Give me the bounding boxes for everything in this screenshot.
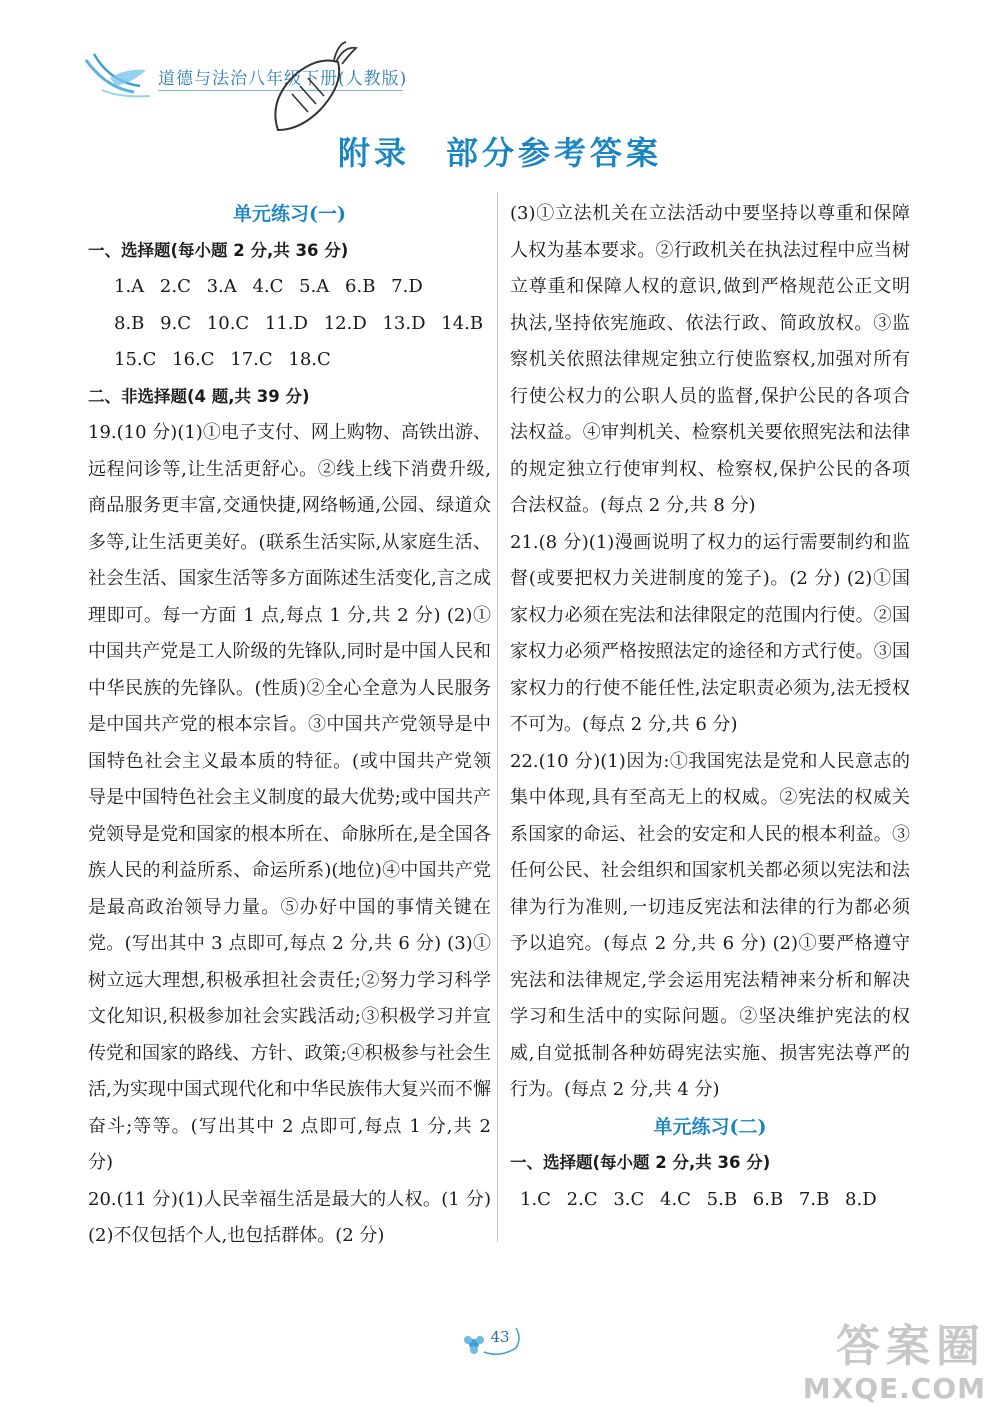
page-number	[460, 1318, 540, 1358]
book-title: 道德与法治八年级下册(人教版)	[158, 69, 408, 89]
section-title: 单元练习(二)	[653, 1115, 767, 1138]
page-title: 附录 部分参考答案	[337, 134, 662, 172]
carrot-doodle-icon	[248, 40, 368, 140]
part-heading: 一、选择题(每小题 2 分,共 36 分)	[510, 1153, 771, 1172]
part-heading: 一、选择题(每小题 2 分,共 36 分)	[88, 240, 349, 260]
left-column	[88, 196, 491, 1255]
watermark-url: MXQE.COM	[802, 1372, 986, 1405]
right-column	[510, 196, 910, 1218]
answer-line: 1.A 2.C 3.A 4.C 5.A 6.B 7.D	[114, 276, 423, 297]
question-19-answer: 19.(10 分)(1)①电子支付、网上购物、高铁出游、远程问诊等,让生活更舒心。②线上线下消费升级,商品服务更丰富,交通快捷,网络畅通,公园、绿道众多等,让生活更美好。(联系生活实际,从家庭生活、社会生活、国家生活等多方面陈述生活变化,言之成理即可。每一方面 1 点,每点 1 分,共 2 分) (2)①中国共产党是工人阶级的先锋队,同时是中国人民和中华民族的先锋队。(性质)②全心全意为人民服务是中国共产党的根本宗旨。③中国共产党领导是中国特色社会主义最本质的特征。(或中国共产党领导是中国特色社会主义制度的最大优势;或中国共产党领导是党和国家的根本所在、命脉所在,是全国各族人民的利益所系、命运所系)(地位)④中国共产党是最高政治领导力量。⑤办好中国的事情关键在党。(写出其中 3 点即可,每点 2 分,共 6 分) (3)①树立远大理想,积极承担社会责任;②努力学习科学文化知识,积极参加社会实践活动;③积极学习并宣传党和国家的路线、方针、政策;④积极参与社会生活,为实现中国式现代化和中华民族伟大复兴而不懈奋斗;等等。(写出其中 2 点即可,每点 1 分,共 2 分)	[88, 422, 491, 1173]
answer-line: 1.C 2.C 3.C 4.C 5.B 6.B 7.B 8.D	[520, 1188, 877, 1210]
watermark	[736, 1321, 986, 1405]
question-20-answer: 20.(11 分)(1)人民幸福生活是最大的人权。(1 分) (2)不仅包括个人,也包括群体。(2 分)	[88, 1188, 491, 1246]
question-21-answer: 21.(8 分)(1)漫画说明了权力的运行需要制约和监督(或要把权力关进制度的笼子)。(2 分) (2)①国家权力必须在宪法和法律限定的范围内行使。②国家权力必须严格按照法定的途径和方式行使。③国家权力的行使不能任性,法定职责必须为,法无授权不可为。(每点 2 分,共 6 分)	[510, 531, 910, 735]
question-22-answer: 22.(10 分)(1)因为:①我国宪法是党和人民意志的集中体现,具有至高无上的权威。②宪法的权威关系国家的命运、社会的安定和人民的根本利益。③任何公民、社会组织和国家机关都必须以宪法和法律为行为准则,一切违反宪法和法律的行为都必须予以追究。(每点 2 分,共 6 分) (2)①要严格遵守宪法和法律规定,学会运用宪法精神来分析和解决学习和生活中的实际问题。②坚决维护宪法的权威,自觉抵制各种妨碍宪法实施、损害宪法尊严的行为。(每点 2 分,共 4 分)	[510, 750, 910, 1100]
question-20-continued: (3)①立法机关在立法活动中要坚持以尊重和保障人权为基本要求。②行政机关在执法过程中应当树立尊重和保障人权的意识,做到严格规范公正文明执法,坚持依宪施政、依法行政、简政放权。③监察机关依照法律规定独立行使监察权,加强对所有行使公权力的公职人员的监督,保护公民的各项合法权益。④审判机关、检察机关要依照宪法和法律的规定独立行使审判权、检察权,保护公民的各项合法权益。(每点 2 分,共 8 分)	[510, 203, 910, 516]
watermark-logo-text: 答案圈	[836, 1321, 986, 1372]
column-divider	[497, 192, 498, 1242]
book-header	[80, 40, 410, 130]
answer-line: 15.C 16.C 17.C 18.C	[114, 349, 331, 370]
section-title: 单元练习(一)	[233, 203, 346, 225]
part-heading: 二、非选择题(4 题,共 39 分)	[88, 386, 310, 406]
page-number-text: 43	[490, 1328, 510, 1346]
answer-line: 8.B 9.C 10.C 11.D 12.D 13.D 14.B	[114, 312, 484, 334]
header-leaf-swoosh-icon	[80, 48, 160, 108]
